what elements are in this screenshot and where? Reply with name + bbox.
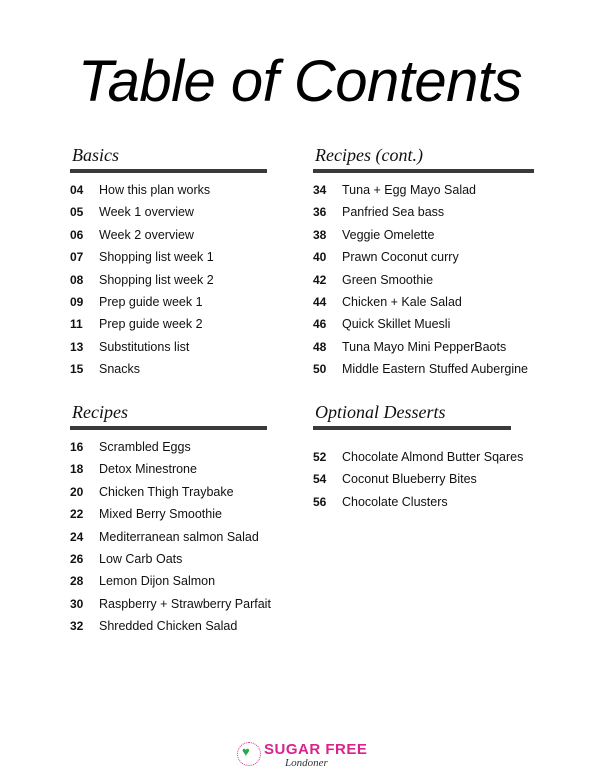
page-number: 32 — [70, 619, 84, 634]
section-heading: Recipes — [72, 402, 128, 422]
toc-list — [70, 440, 271, 642]
page-number: 54 — [313, 472, 327, 487]
entry-title: Shredded Chicken Salad — [99, 619, 238, 634]
section-recipes — [70, 402, 271, 642]
toc-entry — [313, 228, 534, 250]
toc-entry — [70, 295, 267, 317]
section-rule — [70, 426, 267, 430]
page-number: 30 — [70, 596, 84, 611]
entry-title: Prep guide week 1 — [99, 294, 203, 309]
logo-text: SUGAR FREE — [264, 741, 368, 758]
toc-entry — [313, 205, 534, 227]
toc-entry — [313, 362, 534, 384]
toc-entry — [70, 440, 267, 462]
section-heading: Recipes (cont.) — [315, 145, 423, 165]
toc-entry — [70, 362, 267, 384]
toc-entry — [313, 317, 534, 339]
section-recipes-cont — [313, 145, 534, 385]
page-number: 05 — [70, 205, 84, 220]
toc-entry — [70, 205, 267, 227]
toc-entry — [313, 250, 534, 272]
page-number: 18 — [70, 462, 84, 477]
page-number: 04 — [70, 183, 84, 197]
toc-entry — [70, 507, 267, 529]
entry-title: Green Smoothie — [342, 272, 434, 287]
toc-entry — [70, 183, 267, 205]
page-number: 20 — [70, 484, 84, 499]
page-number: 16 — [70, 440, 84, 454]
section-basics — [70, 145, 267, 385]
toc-entry — [70, 228, 267, 250]
page-number: 56 — [313, 494, 327, 509]
toc-entry — [70, 485, 267, 507]
section-rule — [70, 169, 267, 173]
toc-entry — [313, 472, 511, 494]
section-heading: Basics — [72, 145, 119, 165]
toc-list — [313, 450, 524, 517]
page-number: 07 — [70, 250, 84, 265]
entry-title: Tuna Mayo Mini PepperBaots — [342, 339, 507, 354]
entry-title: Week 1 overview — [99, 205, 194, 220]
entry-title: Veggie Omelette — [342, 227, 435, 242]
page-number: 09 — [70, 294, 84, 309]
entry-title: Coconut Blueberry Bites — [342, 472, 477, 487]
heart-icon: ♥ — [242, 744, 250, 759]
page-number: 40 — [313, 250, 327, 265]
toc-entry — [70, 574, 267, 596]
entry-title: Lemon Dijon Salmon — [99, 574, 216, 589]
toc-entry — [70, 530, 267, 552]
entry-title: Substitutions list — [99, 339, 190, 354]
entry-title: Prawn Coconut curry — [342, 250, 459, 265]
toc-entry — [70, 619, 267, 641]
page-number: 50 — [313, 362, 327, 377]
entry-title: Chicken Thigh Traybake — [99, 484, 234, 499]
page-number: 22 — [70, 507, 84, 522]
entry-title: Shopping list week 1 — [99, 250, 214, 265]
page-number: 46 — [313, 317, 327, 332]
entry-title: Snacks — [99, 362, 140, 377]
page-number: 24 — [70, 529, 84, 544]
page-number: 13 — [70, 339, 84, 354]
toc-entry — [313, 495, 511, 517]
entry-title: Chocolate Clusters — [342, 494, 448, 509]
logo-subtext: Londoner — [285, 757, 328, 769]
toc-list — [70, 183, 267, 385]
page-number: 52 — [313, 450, 327, 464]
page-number: 06 — [70, 227, 84, 242]
page-number: 26 — [70, 551, 84, 566]
page-number: 36 — [313, 205, 327, 220]
entry-title: Shopping list week 2 — [99, 272, 214, 287]
toc-entry — [70, 552, 267, 574]
toc-entry — [70, 317, 267, 339]
toc-entry — [70, 340, 267, 362]
page-number: 28 — [70, 574, 84, 589]
toc-entry — [70, 596, 271, 619]
page-number: 44 — [313, 294, 327, 309]
page-number: 15 — [70, 362, 84, 377]
entry-title: Week 2 overview — [99, 227, 194, 242]
entry-title: Mediterranean salmon Salad — [99, 529, 259, 544]
entry-title: Low Carb Oats — [99, 551, 183, 566]
page-number: 48 — [313, 339, 327, 354]
page-title: Table of Contents — [77, 49, 522, 114]
entry-title: Detox Minestrone — [99, 462, 197, 477]
sugar-free-londoner-logo — [237, 740, 377, 772]
toc-entry — [70, 462, 267, 484]
section-rule — [313, 426, 511, 430]
entry-title: Mixed Berry Smoothie — [99, 507, 222, 522]
entry-title: Panfried Sea bass — [342, 205, 445, 220]
toc-entry — [313, 295, 534, 317]
entry-title: Chocolate Almond Butter Sqares — [342, 450, 524, 464]
page-number: 38 — [313, 227, 327, 242]
section-optional-desserts — [313, 402, 524, 517]
section-rule — [313, 169, 534, 173]
page-number: 11 — [70, 317, 83, 332]
entry-title: Middle Eastern Stuffed Aubergine — [342, 362, 529, 377]
page-number: 08 — [70, 272, 84, 287]
entry-title: Tuna + Egg Mayo Salad — [342, 183, 476, 197]
toc-entry — [313, 340, 534, 362]
page-number: 42 — [313, 272, 327, 287]
entry-title: Chicken + Kale Salad — [342, 294, 462, 309]
entry-title: Scrambled Eggs — [99, 440, 191, 454]
entry-title: Prep guide week 2 — [99, 317, 203, 332]
entry-title: Raspberry + Strawberry Parfait — [99, 596, 271, 611]
toc-entry — [70, 273, 267, 295]
toc-entry — [313, 273, 534, 295]
toc-list — [313, 183, 534, 385]
entry-title: How this plan works — [99, 183, 211, 197]
page-number: 34 — [313, 183, 327, 197]
toc-entry — [313, 450, 524, 472]
toc-entry — [70, 250, 267, 272]
section-heading: Optional Desserts — [315, 402, 446, 422]
entry-title: Quick Skillet Muesli — [342, 317, 451, 332]
toc-entry — [313, 183, 534, 205]
